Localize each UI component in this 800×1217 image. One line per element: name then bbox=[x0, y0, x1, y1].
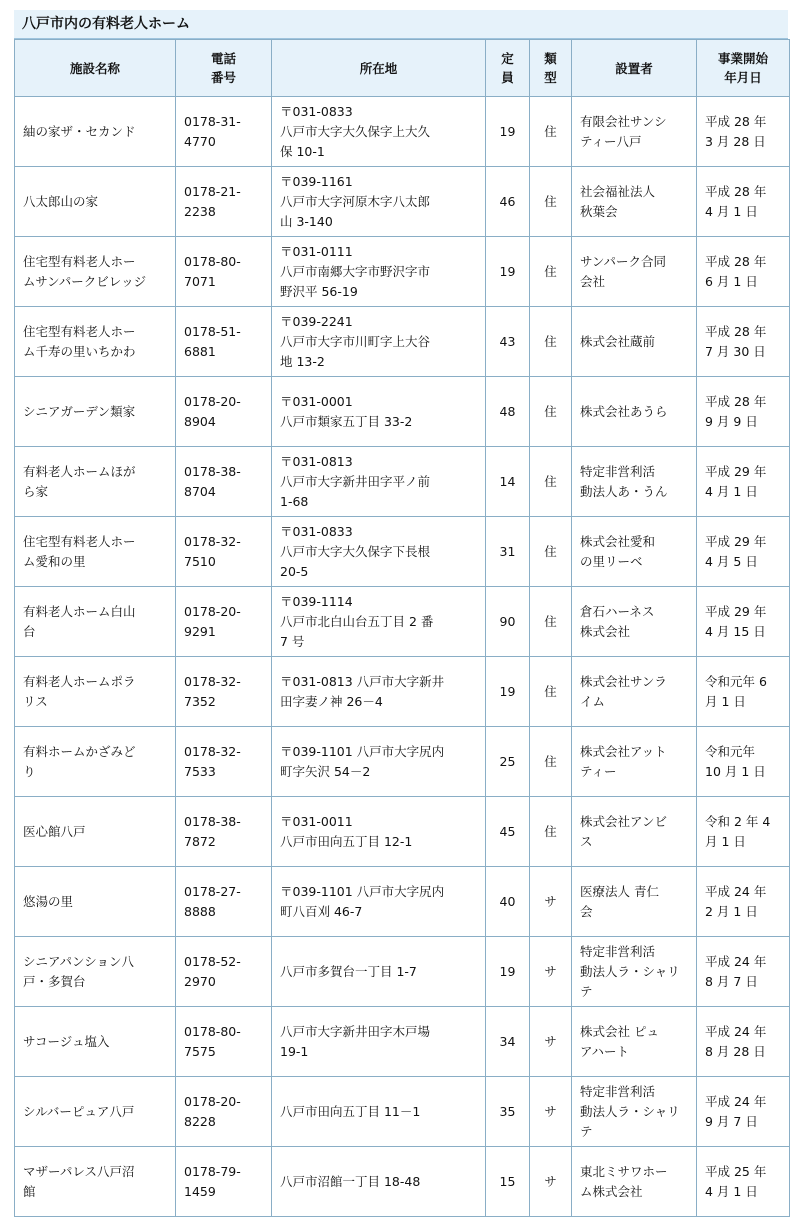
capacity-cell: 48 bbox=[486, 377, 530, 447]
start-date-cell: 平成 24 年 8 月 28 日 bbox=[697, 1007, 790, 1077]
address-cell: 〒031-0001 八戸市類家五丁目 33-2 bbox=[272, 377, 486, 447]
founder-cell: 株式会社サンラ イム bbox=[572, 657, 697, 727]
table-row bbox=[15, 1147, 790, 1217]
founder-cell: 特定非営利活 動法人ラ・シャリ テ bbox=[572, 1077, 697, 1147]
table-row bbox=[15, 937, 790, 1007]
founder-cell: 株式会社あうら bbox=[572, 377, 697, 447]
phone-cell: 0178-38- 8704 bbox=[176, 447, 272, 517]
table-row bbox=[15, 307, 790, 377]
phone-cell: 0178-20- 8228 bbox=[176, 1077, 272, 1147]
capacity-cell: 15 bbox=[486, 1147, 530, 1217]
phone-cell: 0178-31- 4770 bbox=[176, 97, 272, 167]
address-cell: 八戸市多賀台一丁目 1-7 bbox=[272, 937, 486, 1007]
type-cell: 住 bbox=[530, 587, 572, 657]
founder-cell: サンパーク合同 会社 bbox=[572, 237, 697, 307]
address-cell: 〒039-2241 八戸市大字市川町字上大谷 地 13-2 bbox=[272, 307, 486, 377]
type-cell: 住 bbox=[530, 797, 572, 867]
address-cell: 八戸市大字新井田字木戸場 19-1 bbox=[272, 1007, 486, 1077]
phone-cell: 0178-38- 7872 bbox=[176, 797, 272, 867]
address-cell: 〒031-0833 八戸市大字大久保字下長根 20-5 bbox=[272, 517, 486, 587]
table-row bbox=[15, 237, 790, 307]
founder-cell: 倉石ハーネス 株式会社 bbox=[572, 587, 697, 657]
type-cell: 住 bbox=[530, 447, 572, 517]
type-cell: 住 bbox=[530, 657, 572, 727]
founder-cell: 株式会社アット ティー bbox=[572, 727, 697, 797]
start-date-cell: 平成 24 年 8 月 7 日 bbox=[697, 937, 790, 1007]
founder-cell: 特定非営利活 動法人あ・うん bbox=[572, 447, 697, 517]
facility-name-cell: 紬の家ザ・セカンド bbox=[15, 97, 176, 167]
start-date-cell: 平成 24 年 9 月 7 日 bbox=[697, 1077, 790, 1147]
table-row bbox=[15, 167, 790, 237]
capacity-cell: 43 bbox=[486, 307, 530, 377]
header-name: 施設名称 bbox=[15, 40, 176, 97]
phone-cell: 0178-79- 1459 bbox=[176, 1147, 272, 1217]
facility-table bbox=[14, 39, 790, 1217]
address-cell: 〒031-0813 八戸市大字新井 田字妻ノ神 26－4 bbox=[272, 657, 486, 727]
capacity-cell: 45 bbox=[486, 797, 530, 867]
phone-cell: 0178-21- 2238 bbox=[176, 167, 272, 237]
table-row bbox=[15, 727, 790, 797]
address-cell: 八戸市沼館一丁目 18-48 bbox=[272, 1147, 486, 1217]
header-row bbox=[15, 40, 790, 97]
type-cell: サ bbox=[530, 1077, 572, 1147]
facility-name-cell: シルバーピュア八戸 bbox=[15, 1077, 176, 1147]
header-start-date: 事業開始 年月日 bbox=[697, 40, 790, 97]
address-cell: 〒031-0813 八戸市大字新井田字平ノ前 1-68 bbox=[272, 447, 486, 517]
table-row bbox=[15, 797, 790, 867]
address-cell: 〒031-0111 八戸市南郷大字市野沢字市 野沢平 56-19 bbox=[272, 237, 486, 307]
table-row bbox=[15, 447, 790, 517]
type-cell: サ bbox=[530, 937, 572, 1007]
facility-name-cell: 悠湯の里 bbox=[15, 867, 176, 937]
capacity-cell: 40 bbox=[486, 867, 530, 937]
type-cell: 住 bbox=[530, 377, 572, 447]
facility-name-cell: 有料老人ホーム白山 台 bbox=[15, 587, 176, 657]
facility-name-cell: マザーパレス八戸沼 館 bbox=[15, 1147, 176, 1217]
type-cell: 住 bbox=[530, 167, 572, 237]
capacity-cell: 14 bbox=[486, 447, 530, 517]
address-cell: 〒039-1101 八戸市大字尻内 町字矢沢 54－2 bbox=[272, 727, 486, 797]
capacity-cell: 35 bbox=[486, 1077, 530, 1147]
start-date-cell: 令和元年 10 月 1 日 bbox=[697, 727, 790, 797]
table-row bbox=[15, 867, 790, 937]
start-date-cell: 平成 28 年 9 月 9 日 bbox=[697, 377, 790, 447]
capacity-cell: 34 bbox=[486, 1007, 530, 1077]
founder-cell: 東北ミサワホー ム株式会社 bbox=[572, 1147, 697, 1217]
type-cell: 住 bbox=[530, 97, 572, 167]
facility-name-cell: 住宅型有料老人ホー ム千寿の里いちかわ bbox=[15, 307, 176, 377]
start-date-cell: 平成 24 年 2 月 1 日 bbox=[697, 867, 790, 937]
type-cell: サ bbox=[530, 867, 572, 937]
type-cell: 住 bbox=[530, 237, 572, 307]
table-row bbox=[15, 587, 790, 657]
facility-name-cell: 有料ホームかざみど り bbox=[15, 727, 176, 797]
header-capacity: 定 員 bbox=[486, 40, 530, 97]
founder-cell: 株式会社蔵前 bbox=[572, 307, 697, 377]
address-cell: 八戸市田向五丁目 11－1 bbox=[272, 1077, 486, 1147]
phone-cell: 0178-32- 7533 bbox=[176, 727, 272, 797]
table-row bbox=[15, 1007, 790, 1077]
header-tel: 電話 番号 bbox=[176, 40, 272, 97]
founder-cell: 株式会社アンビ ス bbox=[572, 797, 697, 867]
facility-name-cell: 住宅型有料老人ホー ムサンパークビレッジ bbox=[15, 237, 176, 307]
facility-name-cell: 医心館八戸 bbox=[15, 797, 176, 867]
founder-cell: 株式会社愛和 の里リーベ bbox=[572, 517, 697, 587]
start-date-cell: 平成 28 年 4 月 1 日 bbox=[697, 167, 790, 237]
start-date-cell: 令和元年 6 月 1 日 bbox=[697, 657, 790, 727]
type-cell: 住 bbox=[530, 727, 572, 797]
type-cell: 住 bbox=[530, 517, 572, 587]
header-address: 所在地 bbox=[272, 40, 486, 97]
phone-cell: 0178-80- 7071 bbox=[176, 237, 272, 307]
start-date-cell: 平成 28 年 3 月 28 日 bbox=[697, 97, 790, 167]
capacity-cell: 19 bbox=[486, 657, 530, 727]
table-row bbox=[15, 1077, 790, 1147]
facility-name-cell: 有料老人ホームポラ リス bbox=[15, 657, 176, 727]
facility-name-cell: シニアパンション八 戸・多賀台 bbox=[15, 937, 176, 1007]
start-date-cell: 平成 29 年 4 月 5 日 bbox=[697, 517, 790, 587]
table-row bbox=[15, 377, 790, 447]
table-row bbox=[15, 657, 790, 727]
phone-cell: 0178-20- 9291 bbox=[176, 587, 272, 657]
phone-cell: 0178-27- 8888 bbox=[176, 867, 272, 937]
capacity-cell: 90 bbox=[486, 587, 530, 657]
capacity-cell: 46 bbox=[486, 167, 530, 237]
facility-name-cell: シニアガーデン類家 bbox=[15, 377, 176, 447]
founder-cell: 特定非営利活 動法人ラ・シャリ テ bbox=[572, 937, 697, 1007]
phone-cell: 0178-80- 7575 bbox=[176, 1007, 272, 1077]
type-cell: 住 bbox=[530, 307, 572, 377]
phone-cell: 0178-32- 7352 bbox=[176, 657, 272, 727]
capacity-cell: 25 bbox=[486, 727, 530, 797]
capacity-cell: 19 bbox=[486, 97, 530, 167]
phone-cell: 0178-52- 2970 bbox=[176, 937, 272, 1007]
founder-cell: 医療法人 青仁 会 bbox=[572, 867, 697, 937]
founder-cell: 有限会社サンシ ティー八戸 bbox=[572, 97, 697, 167]
header-founder: 設置者 bbox=[572, 40, 697, 97]
phone-cell: 0178-32- 7510 bbox=[176, 517, 272, 587]
capacity-cell: 19 bbox=[486, 237, 530, 307]
address-cell: 〒031-0011 八戸市田向五丁目 12-1 bbox=[272, 797, 486, 867]
start-date-cell: 平成 25 年 4 月 1 日 bbox=[697, 1147, 790, 1217]
address-cell: 〒039-1161 八戸市大字河原木字八太郎 山 3-140 bbox=[272, 167, 486, 237]
facility-name-cell: 住宅型有料老人ホー ム愛和の里 bbox=[15, 517, 176, 587]
type-cell: サ bbox=[530, 1147, 572, 1217]
founder-cell: 株式会社 ピュ アハート bbox=[572, 1007, 697, 1077]
facility-name-cell: サコージュ塩入 bbox=[15, 1007, 176, 1077]
phone-cell: 0178-20- 8904 bbox=[176, 377, 272, 447]
phone-cell: 0178-51- 6881 bbox=[176, 307, 272, 377]
start-date-cell: 平成 28 年 6 月 1 日 bbox=[697, 237, 790, 307]
start-date-cell: 平成 29 年 4 月 1 日 bbox=[697, 447, 790, 517]
header-type: 類 型 bbox=[530, 40, 572, 97]
start-date-cell: 平成 28 年 7 月 30 日 bbox=[697, 307, 790, 377]
type-cell: サ bbox=[530, 1007, 572, 1077]
start-date-cell: 令和 2 年 4 月 1 日 bbox=[697, 797, 790, 867]
address-cell: 〒039-1101 八戸市大字尻内 町八百刈 46-7 bbox=[272, 867, 486, 937]
start-date-cell: 平成 29 年 4 月 15 日 bbox=[697, 587, 790, 657]
facility-name-cell: 有料老人ホームほが ら家 bbox=[15, 447, 176, 517]
table-row bbox=[15, 97, 790, 167]
capacity-cell: 19 bbox=[486, 937, 530, 1007]
table-row bbox=[15, 517, 790, 587]
capacity-cell: 31 bbox=[486, 517, 530, 587]
table-caption: 八戸市内の有料老人ホーム bbox=[14, 10, 788, 39]
facility-name-cell: 八太郎山の家 bbox=[15, 167, 176, 237]
founder-cell: 社会福祉法人 秋葉会 bbox=[572, 167, 697, 237]
address-cell: 〒031-0833 八戸市大字大久保字上大久 保 10-1 bbox=[272, 97, 486, 167]
address-cell: 〒039-1114 八戸市北白山台五丁目 2 番 7 号 bbox=[272, 587, 486, 657]
